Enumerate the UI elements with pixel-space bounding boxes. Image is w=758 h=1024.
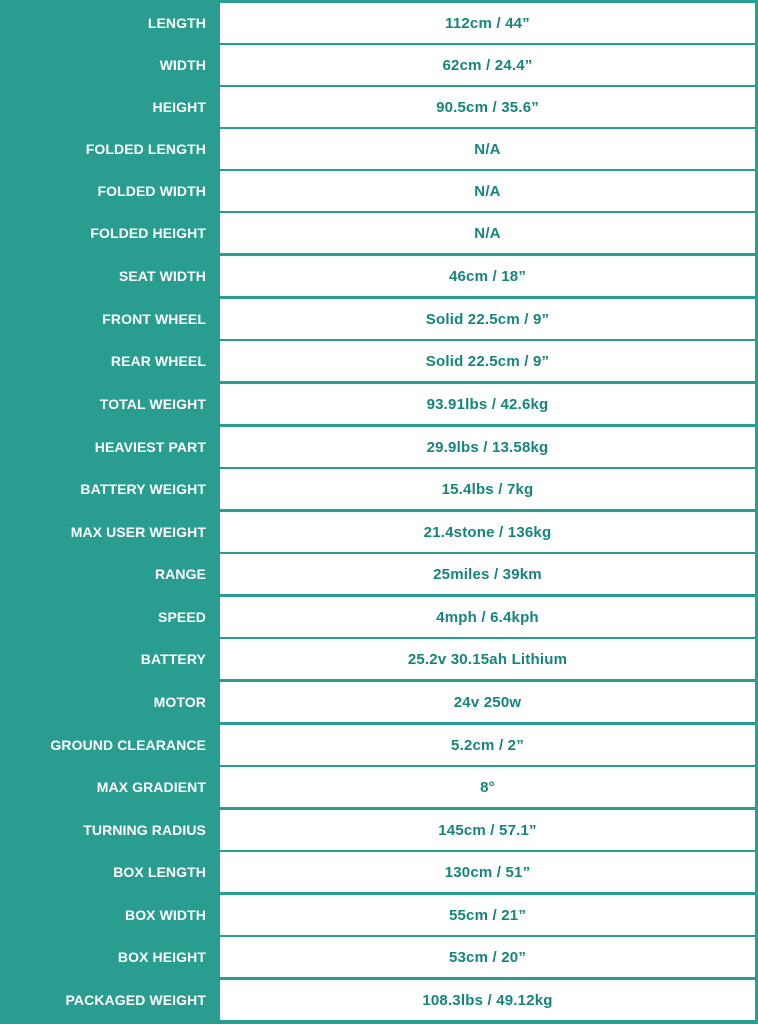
spec-value: N/A bbox=[220, 129, 755, 169]
spec-value: Solid 22.5cm / 9” bbox=[220, 299, 755, 339]
spec-label: SPEED bbox=[0, 597, 214, 637]
spec-label: SEAT WIDTH bbox=[0, 256, 214, 296]
spec-label: FOLDED HEIGHT bbox=[0, 213, 214, 253]
spec-value: 112cm / 44” bbox=[220, 3, 755, 43]
spec-row-ground-clearance bbox=[0, 725, 758, 765]
table-top-border bbox=[0, 0, 758, 2]
spec-value: N/A bbox=[220, 213, 755, 253]
spec-value: 8° bbox=[220, 767, 755, 807]
spec-label: MAX USER WEIGHT bbox=[0, 512, 214, 552]
spec-row-length bbox=[0, 3, 758, 43]
spec-label: TOTAL WEIGHT bbox=[0, 384, 214, 424]
spec-row-folded-height bbox=[0, 213, 758, 253]
spec-label: FOLDED LENGTH bbox=[0, 129, 214, 169]
spec-label: BOX LENGTH bbox=[0, 852, 214, 892]
spec-row-range bbox=[0, 554, 758, 594]
spec-value: 46cm / 18” bbox=[220, 256, 755, 296]
spec-label: BATTERY bbox=[0, 639, 214, 679]
spec-value: 5.2cm / 2” bbox=[220, 725, 755, 765]
spec-value: 24v 250w bbox=[220, 682, 755, 722]
spec-label: REAR WHEEL bbox=[0, 341, 214, 381]
spec-value: 55cm / 21” bbox=[220, 895, 755, 935]
spec-row-height bbox=[0, 87, 758, 127]
spec-row-rear-wheel bbox=[0, 341, 758, 381]
spec-value: 29.9lbs / 13.58kg bbox=[220, 427, 755, 467]
spec-value: 108.3lbs / 49.12kg bbox=[220, 980, 755, 1020]
spec-value: 145cm / 57.1” bbox=[220, 810, 755, 850]
spec-label: FRONT WHEEL bbox=[0, 299, 214, 339]
spec-row-max-user-weight bbox=[0, 512, 758, 552]
spec-label: RANGE bbox=[0, 554, 214, 594]
spec-row-folded-length bbox=[0, 129, 758, 169]
spec-row-box-height bbox=[0, 937, 758, 977]
spec-value: 21.4stone / 136kg bbox=[220, 512, 755, 552]
spec-value: 93.91lbs / 42.6kg bbox=[220, 384, 755, 424]
spec-row-heaviest-part bbox=[0, 427, 758, 467]
spec-row-box-length bbox=[0, 852, 758, 892]
spec-label: BOX WIDTH bbox=[0, 895, 214, 935]
spec-value: 90.5cm / 35.6” bbox=[220, 87, 755, 127]
spec-row-turning-radius bbox=[0, 810, 758, 850]
spec-value: 4mph / 6.4kph bbox=[220, 597, 755, 637]
spec-value: N/A bbox=[220, 171, 755, 211]
spec-label: WIDTH bbox=[0, 45, 214, 85]
spec-row-folded-width bbox=[0, 171, 758, 211]
spec-row-front-wheel bbox=[0, 299, 758, 339]
spec-label: GROUND CLEARANCE bbox=[0, 725, 214, 765]
spec-value: 62cm / 24.4” bbox=[220, 45, 755, 85]
spec-label: HEIGHT bbox=[0, 87, 214, 127]
spec-row-total-weight bbox=[0, 384, 758, 424]
spec-value: 130cm / 51” bbox=[220, 852, 755, 892]
spec-value: 25miles / 39km bbox=[220, 554, 755, 594]
spec-label: BOX HEIGHT bbox=[0, 937, 214, 977]
spec-value: 25.2v 30.15ah Lithium bbox=[220, 639, 755, 679]
spec-row-packaged-weight bbox=[0, 980, 758, 1020]
spec-value: Solid 22.5cm / 9” bbox=[220, 341, 755, 381]
spec-label: MOTOR bbox=[0, 682, 214, 722]
spec-row-max-gradient bbox=[0, 767, 758, 807]
spec-row-box-width bbox=[0, 895, 758, 935]
spec-value: 53cm / 20” bbox=[220, 937, 755, 977]
spec-label: PACKAGED WEIGHT bbox=[0, 980, 214, 1020]
spec-label: TURNING RADIUS bbox=[0, 810, 214, 850]
spec-row-seat-width bbox=[0, 256, 758, 296]
spec-label: LENGTH bbox=[0, 3, 214, 43]
spec-row-motor bbox=[0, 682, 758, 722]
spec-label: MAX GRADIENT bbox=[0, 767, 214, 807]
spec-label: BATTERY WEIGHT bbox=[0, 469, 214, 509]
spec-row-speed bbox=[0, 597, 758, 637]
spec-row-battery-weight bbox=[0, 469, 758, 509]
spec-label: FOLDED WIDTH bbox=[0, 171, 214, 211]
spec-value: 15.4lbs / 7kg bbox=[220, 469, 755, 509]
spec-row-width bbox=[0, 45, 758, 85]
spec-label: HEAVIEST PART bbox=[0, 427, 214, 467]
spec-row-battery bbox=[0, 639, 758, 679]
